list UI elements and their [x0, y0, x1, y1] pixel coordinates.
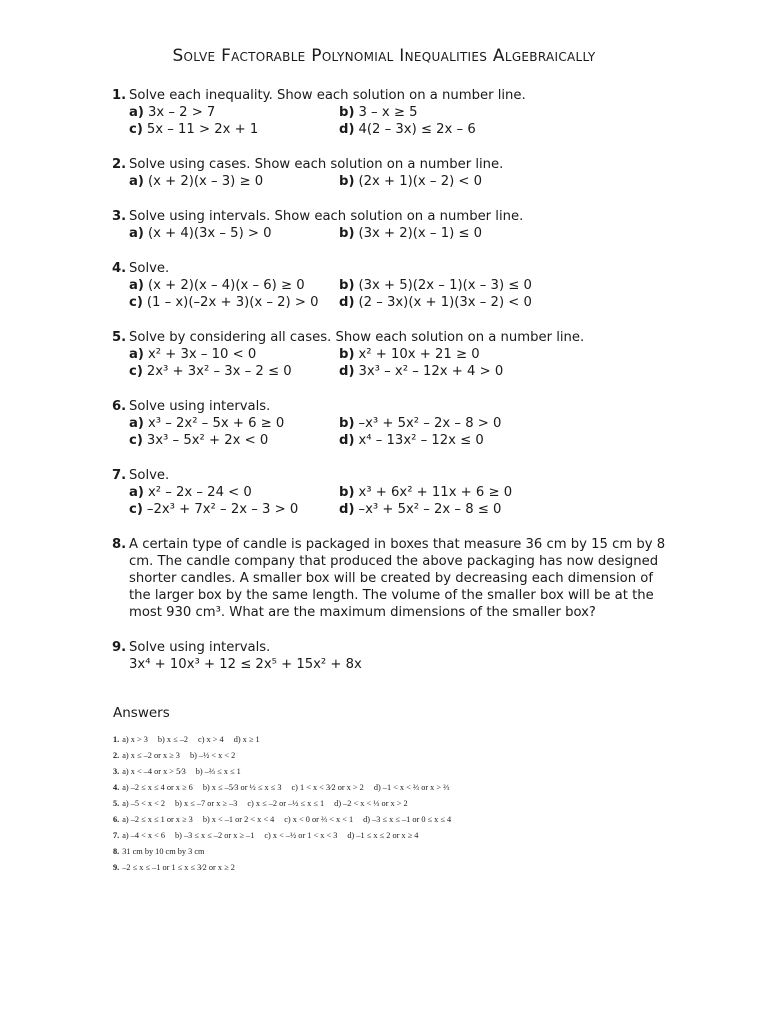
question-number: 9.: [112, 640, 127, 655]
question-part: c) 3x³ – 5x² + 2x < 0: [129, 433, 269, 448]
question-part: d) (2 – 3x)(x + 1)(3x – 2) < 0: [339, 295, 532, 310]
question-2: [112, 156, 672, 190]
question-text: Solve each inequality. Show each solution on a number line.: [129, 88, 526, 103]
question-number: 3.: [112, 209, 127, 224]
question-text: Solve using intervals.: [129, 399, 271, 414]
question-6: [112, 398, 672, 449]
question-part: b) x² + 10x + 21 ≥ 0: [339, 347, 480, 362]
question-number: 8.: [112, 537, 127, 552]
question-text: A certain type of candle is packaged in boxes that measure 36 cm by 15 cm by 8 cm. The candle company that produced the above packaging has now designed shorter candles. A smaller box will be created by decreasing each dimension of the larger box by the same length. The volume of the smaller box will be at the most 930 cm³. What are the maximum dimensions of the smaller box?: [129, 537, 666, 620]
question-list: [112, 87, 672, 691]
answer-line: 6. a) –2 ≤ x ≤ 1 or x ≥ 3 b) x < –1 or 2 < x < 4 c) x < 0 or ⅔ < x < 1 d) –3 ≤ x ≤ –1 or 0 ≤ x ≤ 4: [113, 815, 452, 824]
question-number: 1.: [112, 88, 127, 103]
question-4: [112, 260, 672, 311]
question-part: d) 3x³ – x² – 12x + 4 > 0: [339, 364, 504, 379]
answer-line: 8. 31 cm by 10 cm by 3 cm: [113, 847, 205, 856]
question-text: Solve using intervals.: [129, 640, 271, 655]
question-part: b) (3x + 5)(2x – 1)(x – 3) ≤ 0: [339, 278, 532, 293]
question-text: Solve using intervals. Show each solution on a number line.: [129, 209, 524, 224]
question-text: Solve.: [129, 468, 170, 483]
question-part: a) x² – 2x – 24 < 0: [129, 485, 252, 500]
page-title: Solve Factorable Polynomial Inequalities Algebraically: [172, 46, 596, 66]
question-part: a) x³ – 2x² – 5x + 6 ≥ 0: [129, 416, 285, 431]
question-part: d) –x³ + 5x² – 2x – 8 ≤ 0: [339, 502, 502, 517]
answers-heading: Answers: [113, 705, 170, 721]
answer-line: 2. a) x ≤ –2 or x ≥ 3 b) –½ < x < 2: [113, 751, 236, 760]
question-number: 6.: [112, 399, 127, 414]
question-1: [112, 87, 672, 138]
question-part: b) (2x + 1)(x – 2) < 0: [339, 174, 483, 189]
question-part: a) x² + 3x – 10 < 0: [129, 347, 257, 362]
question-number: 2.: [112, 157, 127, 172]
answer-key: [113, 732, 461, 876]
question-7: [112, 467, 672, 518]
question-part: c) –2x³ + 7x² – 2x – 3 > 0: [129, 502, 299, 517]
question-text: Solve by considering all cases. Show each solution on a number line.: [129, 330, 585, 345]
answer-line: 1. a) x > 3 b) x ≤ –2 c) x > 4 d) x ≥ 1: [113, 735, 260, 744]
question-part: c) 2x³ + 3x² – 3x – 2 ≤ 0: [129, 364, 292, 379]
question-expression: 3x⁴ + 10x³ + 12 ≤ 2x⁵ + 15x² + 8x: [129, 657, 362, 672]
answer-line: 7. a) –4 < x < 6 b) –3 ≤ x ≤ –2 or x ≥ –1 c) x < –½ or 1 < x < 3 d) –1 ≤ x ≤ 2 or x ≥ 4: [113, 831, 419, 840]
question-part: b) –x³ + 5x² – 2x – 8 > 0: [339, 416, 502, 431]
question-text: Solve.: [129, 261, 170, 276]
question-part: b) x³ + 6x² + 11x + 6 ≥ 0: [339, 485, 513, 500]
question-part: c) 5x – 11 > 2x + 1: [129, 122, 259, 137]
answer-line: 5. a) –5 < x < 2 b) x ≤ –7 or x ≥ –3 c) x ≤ –2 or –½ ≤ x ≤ 1 d) –2 < x < ⅓ or x > 2: [113, 799, 408, 808]
question-number: 4.: [112, 261, 127, 276]
question-part: a) 3x – 2 > 7: [129, 105, 216, 120]
question-3: [112, 208, 672, 242]
question-part: a) (x + 2)(x – 3) ≥ 0: [129, 174, 264, 189]
question-text: Solve using cases. Show each solution on a number line.: [129, 157, 504, 172]
question-part: a) (x + 4)(3x – 5) > 0: [129, 226, 272, 241]
question-8: [112, 536, 672, 621]
question-part: d) 4(2 – 3x) ≤ 2x – 6: [339, 122, 476, 137]
answer-line: 3. a) x < –4 or x > 5⁄3 b) –⅔ ≤ x ≤ 1: [113, 767, 241, 776]
question-part: d) x⁴ – 13x² – 12x ≤ 0: [339, 433, 484, 448]
question-part: c) (1 – x)(–2x + 3)(x – 2) > 0: [129, 295, 319, 310]
question-part: b) 3 – x ≥ 5: [339, 105, 418, 120]
question-part: a) (x + 2)(x – 4)(x – 6) ≥ 0: [129, 278, 305, 293]
question-part: b) (3x + 2)(x – 1) ≤ 0: [339, 226, 483, 241]
question-9: [112, 639, 672, 673]
question-5: [112, 329, 672, 380]
answer-line: 9. –2 ≤ x ≤ –1 or 1 ≤ x ≤ 3⁄2 or x ≥ 2: [113, 863, 235, 872]
question-number: 5.: [112, 330, 127, 345]
answer-line: 4. a) –2 ≤ x ≤ 4 or x ≥ 6 b) x ≤ –5⁄3 or ½ ≤ x ≤ 3 c) 1 < x < 3⁄2 or x > 2 d) –1 < x < ⅔ or x > ⅔: [113, 783, 450, 792]
question-number: 7.: [112, 468, 127, 483]
